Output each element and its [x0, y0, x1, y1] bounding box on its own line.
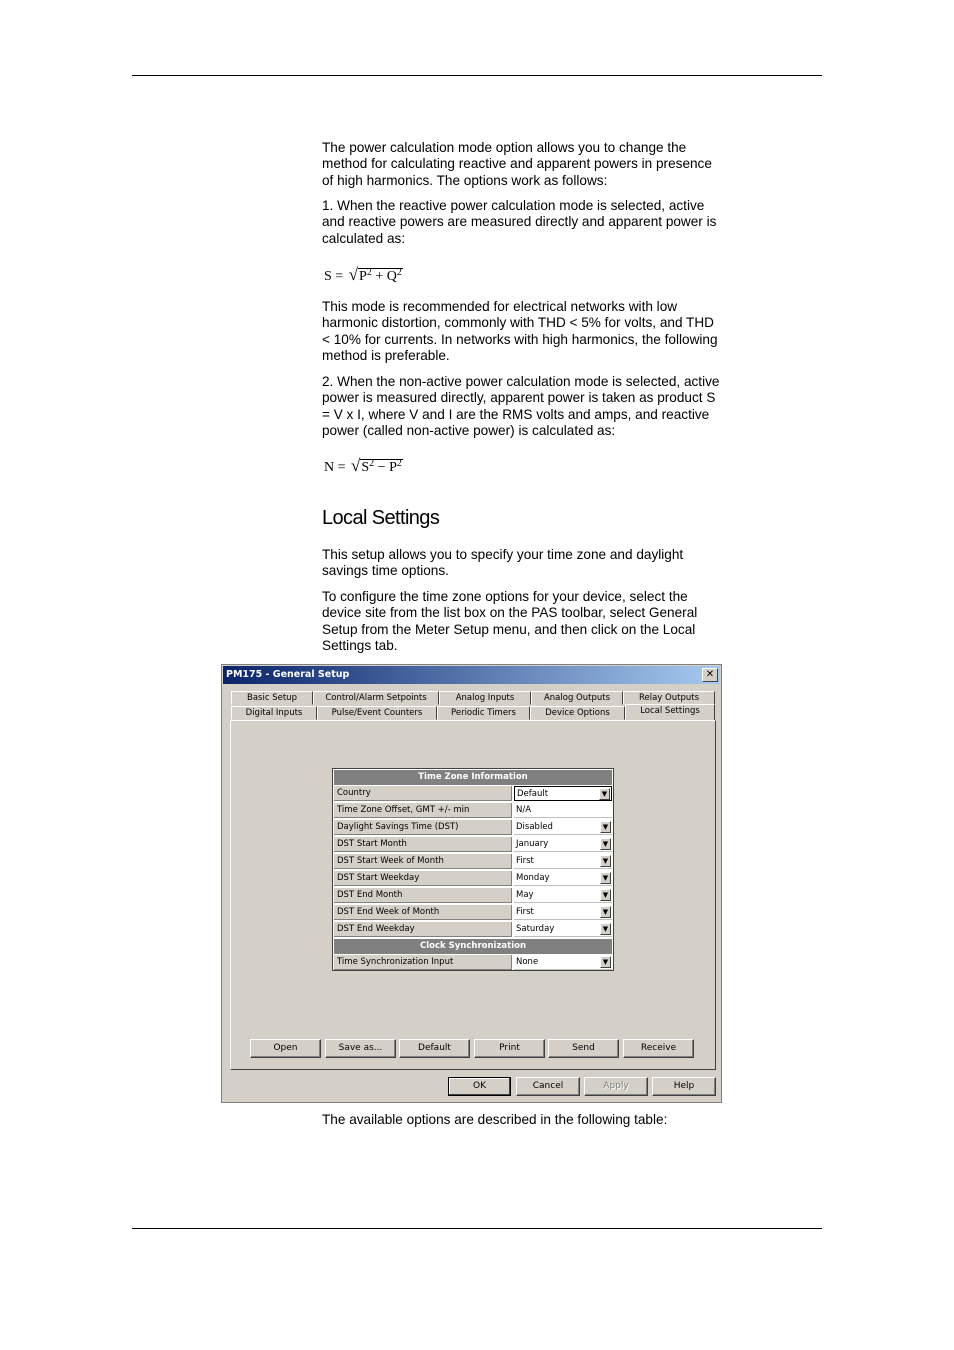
tab-basic-setup[interactable]: Basic Setup [231, 691, 313, 705]
row-value: Saturday [516, 924, 555, 934]
dst-end-week-select[interactable] [514, 905, 612, 920]
dialog-title: PM175 - General Setup [226, 669, 350, 680]
mode1-paragraph: 1. When the reactive power calculation mode is selected, active and reactive powers are measured directly and apparent power is calculated as: [322, 198, 717, 246]
tab-digital-inputs[interactable]: Digital Inputs [231, 706, 317, 720]
tab-analog-inputs[interactable]: Analog Inputs [439, 691, 531, 705]
grid-row-dst-end-week [334, 905, 612, 921]
formula-apparent-power: $S = √P^2 + Q^2$ [324, 265, 402, 284]
default-button[interactable]: Default [399, 1039, 470, 1058]
chevron-down-icon[interactable]: ▼ [600, 855, 611, 867]
row-label: Time Synchronization Input [334, 955, 512, 970]
receive-button[interactable]: Receive [623, 1039, 694, 1058]
save-as-button[interactable]: Save as... [325, 1039, 396, 1058]
row-label: DST End Week of Month [334, 905, 512, 920]
row-label: DST End Month [334, 888, 512, 903]
row-label: Daylight Savings Time (DST) [334, 820, 512, 835]
grid-row-dst-end-month [334, 888, 612, 904]
mode1-note-paragraph: This mode is recommended for electrical networks with low harmonic distortion, commonly with THD < 5% for volts, and THD < 10% for currents. In networks with high harmonics, the following method is preferable. [322, 299, 718, 363]
row-label: Time Zone Offset, GMT +/- min [334, 803, 512, 818]
open-button[interactable]: Open [250, 1039, 321, 1058]
intro-paragraph: The power calculation mode option allows you to change the method for calculating reactive and apparent powers in presence of high harmonics. The options work as follows: [322, 140, 712, 188]
time-sync-input-select[interactable] [514, 955, 612, 970]
after-dialog-paragraph: The available options are described in the following table: [322, 1112, 668, 1127]
tab-device-options[interactable]: Device Options [530, 706, 625, 720]
dst-start-week-select[interactable] [514, 854, 612, 869]
row-value: N/A [516, 805, 532, 815]
chevron-down-icon[interactable]: ▼ [600, 956, 611, 968]
dst-start-month-select[interactable] [514, 837, 612, 852]
chevron-down-icon[interactable]: ▼ [600, 838, 611, 850]
row-value: January [516, 839, 549, 849]
section-paragraph-2: To configure the time zone options for your device, select the device site from the list box on the PAS toolbar, select General Setup from the Meter Setup menu, and then click on the Local Settings tab. [322, 589, 698, 653]
row-value: Default [517, 789, 549, 799]
chevron-down-icon[interactable]: ▼ [599, 788, 610, 800]
grid-header-clock-sync: Clock Synchronization [334, 939, 612, 954]
chevron-down-icon[interactable]: ▼ [600, 923, 611, 935]
settings-grid [332, 768, 614, 971]
help-button[interactable]: Help [652, 1077, 716, 1096]
row-value: Disabled [516, 822, 553, 832]
row-label: DST End Weekday [334, 922, 512, 937]
formula-nonactive-power: $N = √S^2 - P^2$ [324, 456, 402, 475]
dialog-titlebar[interactable] [223, 666, 720, 684]
row-label: Country [334, 786, 512, 801]
row-label: DST Start Month [334, 837, 512, 852]
print-button[interactable]: Print [474, 1039, 545, 1058]
row-value: May [516, 890, 534, 900]
grid-row-dst-start-weekday [334, 871, 612, 887]
tab-pulse-event-counters[interactable]: Pulse/Event Counters [317, 706, 437, 720]
grid-row-dst-end-weekday [334, 922, 612, 938]
row-value: First [516, 856, 534, 866]
grid-row-country [334, 786, 612, 802]
grid-row-dst-start-week [334, 854, 612, 870]
ok-button[interactable]: OK [448, 1077, 511, 1096]
row-value: First [516, 907, 534, 917]
row-label: DST Start Weekday [334, 871, 512, 886]
row-label: DST Start Week of Month [334, 854, 512, 869]
dst-start-weekday-select[interactable] [514, 871, 612, 886]
dst-end-weekday-select[interactable] [514, 922, 612, 937]
dst-select[interactable] [514, 820, 612, 835]
section-paragraph-1: This setup allows you to specify your time zone and daylight savings time options. [322, 547, 684, 579]
tab-local-settings[interactable]: Local Settings [625, 704, 715, 720]
send-button[interactable]: Send [548, 1039, 619, 1058]
apply-button[interactable]: Apply [584, 1077, 648, 1096]
cancel-button[interactable]: Cancel [516, 1077, 580, 1096]
tab-analog-outputs[interactable]: Analog Outputs [531, 691, 623, 705]
grid-row-dst [334, 820, 612, 836]
tab-relay-outputs[interactable]: Relay Outputs [623, 691, 715, 705]
grid-row-time-zone-offset [334, 803, 612, 819]
footer-rule [132, 1228, 822, 1229]
chevron-down-icon[interactable]: ▼ [600, 889, 611, 901]
grid-header-time-zone: Time Zone Information [334, 770, 612, 785]
row-value: Monday [516, 873, 550, 883]
general-setup-dialog [221, 664, 722, 1103]
country-select[interactable] [514, 786, 612, 801]
header-rule [132, 75, 822, 76]
tab-control-alarm-setpoints[interactable]: Control/Alarm Setpoints [313, 691, 439, 705]
section-heading: Local Settings [322, 507, 440, 529]
time-zone-offset-input[interactable] [514, 803, 612, 818]
dst-end-month-select[interactable] [514, 888, 612, 903]
chevron-down-icon[interactable]: ▼ [600, 906, 611, 918]
tab-periodic-timers[interactable]: Periodic Timers [437, 706, 530, 720]
grid-row-dst-start-month [334, 837, 612, 853]
chevron-down-icon[interactable]: ▼ [600, 872, 611, 884]
mode2-paragraph: 2. When the non-active power calculation mode is selected, active power is measured directly, apparent power is taken as product S = V x I, where V and I are the RMS volts and amps, and reactive power (called non-active power) is calculated as: [322, 374, 720, 438]
chevron-down-icon[interactable]: ▼ [600, 821, 611, 833]
row-value: None [516, 957, 539, 967]
close-icon[interactable]: ✕ [702, 668, 718, 682]
grid-row-time-sync-input [334, 955, 612, 971]
